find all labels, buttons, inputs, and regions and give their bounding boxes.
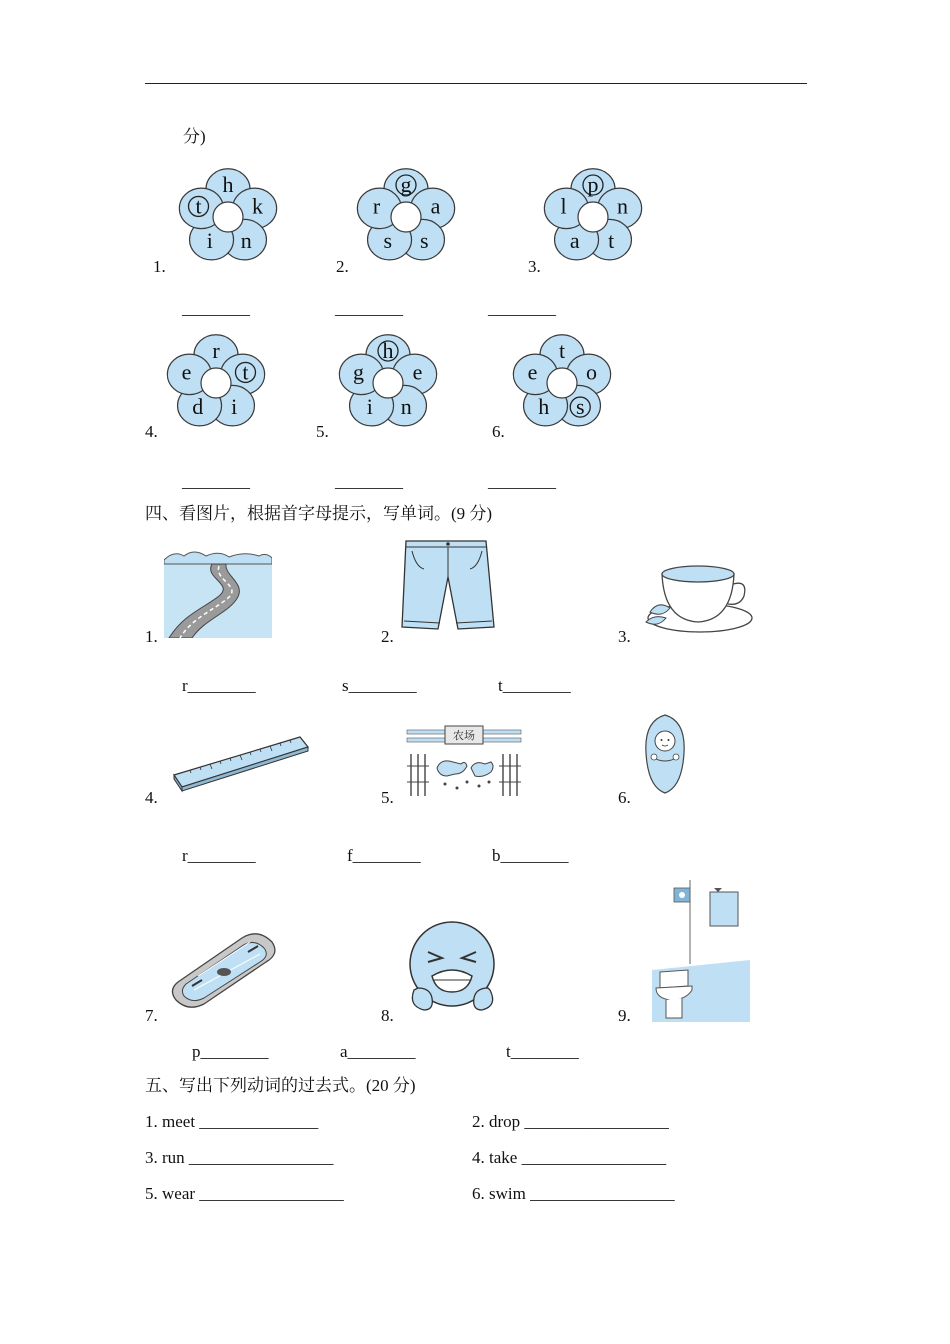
answer-blank[interactable]: ________ (182, 472, 250, 491)
verb-item-3[interactable]: 3. run _________________ (145, 1148, 334, 1167)
flower-letter: a (569, 228, 580, 254)
header-rule (145, 83, 807, 84)
flower-number-6: 6. (492, 422, 505, 441)
flower-letter: h (222, 172, 234, 197)
answer-blank[interactable]: ________ (488, 472, 556, 491)
flower-letter: t (558, 338, 566, 363)
letter-flower-1 (178, 167, 278, 267)
picture-number-1: 1. (145, 627, 158, 646)
letter-flower-2 (356, 167, 456, 267)
verb-item-2[interactable]: 2. drop _________________ (472, 1112, 669, 1131)
flower-letter: d (192, 394, 204, 420)
flower-letter: s (419, 228, 429, 254)
picture-number-3: 3. (618, 627, 631, 646)
flower-letter: o (585, 359, 597, 385)
answer-blank[interactable]: f________ (347, 846, 421, 865)
flower-letter: n (616, 193, 628, 219)
answer-blank[interactable]: a________ (340, 1042, 416, 1061)
flower-letter: e (181, 359, 192, 385)
flower-letter: l (560, 193, 567, 219)
flower-letter: h (538, 394, 550, 420)
flower-letter: g (353, 359, 365, 385)
flower-number-1: 1. (153, 257, 166, 276)
answer-blank[interactable]: r________ (182, 676, 256, 695)
shorts-image (398, 537, 498, 635)
ruler-image (170, 733, 310, 793)
flower-letter: h (382, 338, 394, 363)
farm-sign-text: 农场 (453, 730, 475, 742)
answer-blank[interactable]: r________ (182, 846, 256, 865)
flower-letter: i (206, 228, 213, 254)
toilet-image (652, 880, 750, 1022)
flower-letter: n (400, 394, 412, 420)
verb-item-4[interactable]: 4. take _________________ (472, 1148, 667, 1167)
answer-blank[interactable]: b________ (492, 846, 569, 865)
picture-number-7: 7. (145, 1006, 158, 1025)
letter-flower-3 (543, 167, 643, 267)
answer-blank[interactable]: t________ (498, 676, 571, 695)
answer-blank[interactable]: p________ (192, 1042, 269, 1061)
picture-number-4: 4. (145, 788, 158, 807)
tea-image (640, 560, 755, 636)
letter-flower-4 (166, 333, 266, 433)
flower-letter: n (240, 228, 252, 254)
flower-number-3: 3. (528, 257, 541, 276)
flower-number-5: 5. (316, 422, 329, 441)
flower-center (201, 368, 231, 398)
answer-blank[interactable]: ________ (335, 299, 403, 318)
flower-letter: s (575, 394, 585, 420)
letter-flower-5 (338, 333, 438, 433)
answer-blank[interactable]: ________ (335, 472, 403, 491)
section-heading-part4: 四、看图片，根据首字母提示，写单词。(9 分) (145, 504, 493, 523)
section-heading-part5: 五、写出下列动词的过去式。(20 分) (145, 1076, 416, 1095)
flower-letter: s (383, 228, 393, 254)
picture-number-5: 5. (381, 788, 394, 807)
picture-number-6: 6. (618, 788, 631, 807)
flower-center (578, 202, 608, 232)
flower-letter: r (212, 338, 220, 363)
flower-letter: e (527, 359, 538, 385)
flower-number-4: 4. (145, 422, 158, 441)
answer-blank[interactable]: s________ (342, 676, 417, 695)
answer-blank[interactable]: t________ (506, 1042, 579, 1061)
flower-letter: k (251, 193, 263, 219)
verb-item-5[interactable]: 5. wear _________________ (145, 1184, 344, 1203)
flower-letter: a (430, 193, 441, 219)
flower-letter: e (412, 359, 423, 385)
playground-image (168, 928, 280, 1010)
flower-center (213, 202, 243, 232)
section-heading-tail: 分) (183, 127, 206, 146)
picture-number-9: 9. (618, 1006, 631, 1025)
answer-blank[interactable]: ________ (488, 299, 556, 318)
flower-letter: t (608, 228, 615, 254)
verb-item-1[interactable]: 1. meet ______________ (145, 1112, 319, 1131)
verb-item-6[interactable]: 6. swim _________________ (472, 1184, 675, 1203)
angry-face-image (404, 918, 502, 1014)
flower-number-2: 2. (336, 257, 349, 276)
answer-blank[interactable]: ________ (182, 299, 250, 318)
flower-center (373, 368, 403, 398)
flower-letter: r (372, 193, 381, 219)
letter-flower-6 (512, 333, 612, 433)
farm-image (405, 724, 523, 800)
river-image (164, 548, 272, 638)
flower-letter: t (195, 193, 202, 219)
flower-center (547, 368, 577, 398)
flower-letter: p (587, 172, 599, 197)
picture-number-8: 8. (381, 1006, 394, 1025)
flower-letter: t (242, 359, 249, 385)
baby-image (642, 713, 688, 795)
flower-letter: i (366, 394, 373, 420)
flower-letter: i (231, 394, 238, 420)
flower-letter: g (400, 172, 412, 197)
picture-number-2: 2. (381, 627, 394, 646)
flower-center (391, 202, 421, 232)
